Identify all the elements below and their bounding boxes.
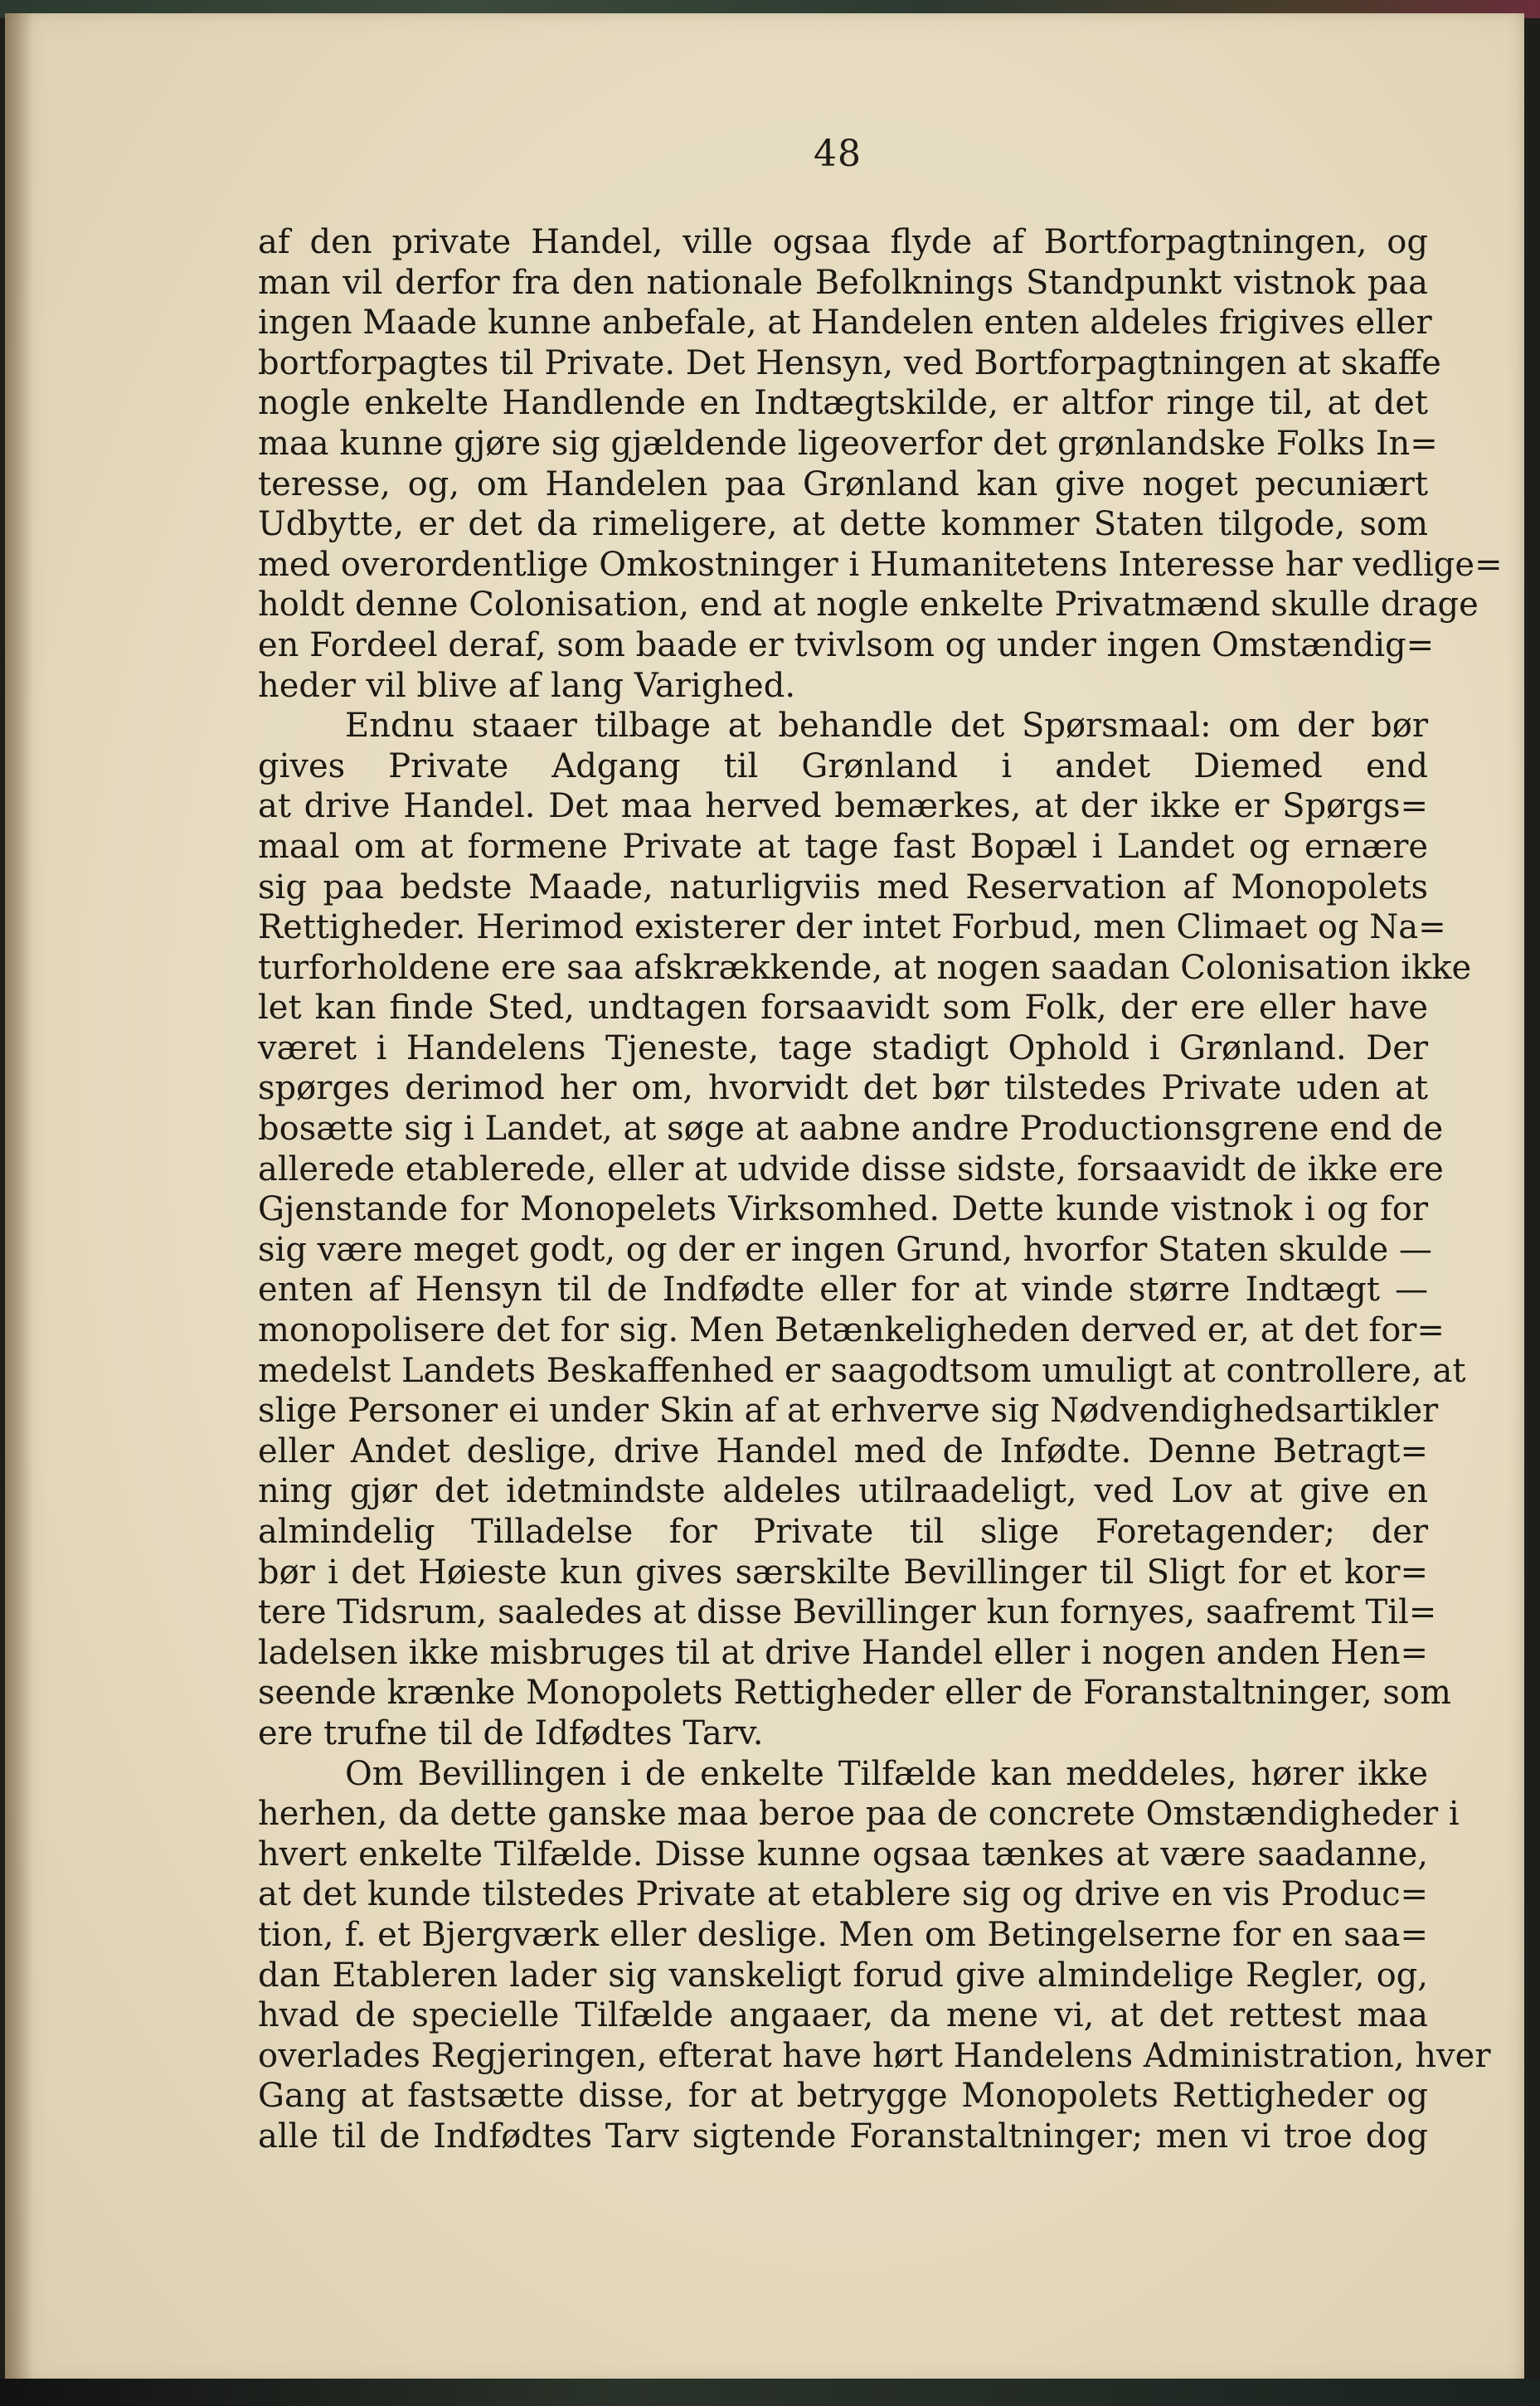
text-line: en Fordeel deraf, som baade er tvivlsom og under ingen Omstændig= <box>258 625 1435 664</box>
text-line: dan Etableren lader sig vanskeligt forud give almindelige Regler, og, <box>258 1956 1428 1995</box>
text-line: tion, f. et Bjergværk eller deslige. Men om Betingelserne for en saa= <box>258 1915 1428 1954</box>
text-line: at drive Handel. Det maa herved bemærkes, at der ikke er Spørgs= <box>258 787 1428 826</box>
text-line: hvad de specielle Tilfælde angaaer, da mene vi, at det rettest maa <box>258 1996 1428 2035</box>
book-cover-edge-bottom <box>0 2379 1540 2406</box>
text-line: sig være meget godt, og der er ingen Grund, hvorfor Staten skulde — <box>258 1230 1432 1269</box>
text-line: Gang at fastsætte disse, for at betrygge Monopolets Rettigheder og <box>258 2077 1428 2116</box>
text-line: hvert enkelte Tilfælde. Disse kunne ogsaa tænkes at være saadanne, <box>258 1835 1428 1874</box>
text-line: ning gjør det idetmindste aldeles utilraadeligt, ved Lov at give en <box>258 1472 1428 1511</box>
paragraph <box>258 222 1503 706</box>
text-line: allerede etablerede, eller at udvide disse sidste, forsaavidt de ikke ere <box>258 1150 1444 1188</box>
text-line: let kan finde Sted, undtagen forsaavidt som Folk, der ere eller have <box>258 989 1428 1028</box>
page-number: 48 <box>814 133 862 175</box>
text-line: alle til de Indfødtes Tarv sigtende Foranstaltninger; men vi troe dog <box>258 2117 1428 2156</box>
text-line: med overordentlige Omkostninger i Humanitetens Interesse har vedlige= <box>258 545 1503 584</box>
text-line: bortforpagtes til Private. Det Hensyn, ved Bortforpagtningen at skaffe <box>258 343 1441 382</box>
text-line: Endnu staaer tilbage at behandle det Spørsmaal: om der bør <box>345 707 1428 746</box>
text-line: Rettigheder. Herimod existerer der intet Forbud, men Climaet og Na= <box>258 908 1446 947</box>
text-line: af den private Handel, ville ogsaa flyde af Bortforpagtningen, og <box>258 223 1428 261</box>
text-line: spørges derimod her om, hvorvidt det bør tilstedes Private uden at <box>258 1069 1428 1108</box>
text-line: Udbytte, er det da rimeligere, at dette kommer Staten tilgode, som <box>258 505 1428 544</box>
text-line: ladelsen ikke misbruges til at drive Handel eller i nogen anden Hen= <box>258 1633 1428 1672</box>
paragraph <box>258 1754 1491 2157</box>
text-line: monopolisere det for sig. Men Betænkeligheden derved er, at det for= <box>258 1311 1445 1350</box>
text-line: ingen Maade kunne anbefale, at Handelen enten aldeles frigives eller <box>258 304 1432 343</box>
text-line: bør i det Høieste kun gives særskilte Bevillinger til Sligt for et kor= <box>258 1553 1428 1592</box>
text-line: tere Tidsrum, saaledes at disse Bevillinger kun fornyes, saafremt Til= <box>258 1593 1437 1632</box>
text-line: seende krænke Monopolets Rettigheder eller de Foranstaltninger, som <box>258 1674 1451 1713</box>
text-line: medelst Landets Beskaffenhed er saagodtsom umuligt at controllere, at <box>258 1351 1466 1390</box>
text-line: overlades Regjeringen, efterat have hørt Handelens Administration, hver <box>258 2036 1491 2075</box>
text-line: bosætte sig i Landet, at søge at aabne andre Productionsgrene end de <box>258 1110 1444 1149</box>
text-line: maal om at formene Private at tage fast Bopæl i Landet og ernære <box>258 827 1428 866</box>
page-gutter-shadow <box>5 13 33 2382</box>
text-line: teresse, og, om Handelen paa Grønland kan give noget pecuniært <box>258 464 1428 503</box>
text-line: almindelig Tilladelse for Private til slige Foretagender; der <box>258 1513 1428 1551</box>
text-line: gives Private Adgang til Grønland i andet Diemed end <box>258 746 1428 785</box>
text-line: sig paa bedste Maade, naturligviis med Reservation af Monopolets <box>258 868 1428 907</box>
text-line: holdt denne Colonisation, end at nogle enkelte Privatmænd skulle drage <box>258 586 1479 625</box>
text-line: maa kunne gjøre sig gjældende ligeoverfor det grønlandske Folks In= <box>258 424 1438 463</box>
text-line: enten af Hensyn til de Indfødte eller for at vinde større Indtægt — <box>258 1271 1428 1310</box>
paragraph <box>258 706 1472 1753</box>
text-line: eller Andet deslige, drive Handel med de Infødte. Denne Betragt= <box>258 1431 1428 1470</box>
text-line: været i Handelens Tjeneste, tage stadigt Ophold i Grønland. Der <box>258 1028 1428 1067</box>
text-line: heder vil blive af lang Varighed. <box>258 666 796 705</box>
text-line: slige Personer ei under Skin af at erhverve sig Nødvendighedsartikler <box>258 1392 1439 1431</box>
text-line: Gjenstande for Monopelets Virksomhed. Dette kunde vistnok i og for <box>258 1190 1428 1229</box>
text-line: ere trufne til de Idfødtes Tarv. <box>258 1713 764 1752</box>
text-line: turforholdene ere saa afskrækkende, at nogen saadan Colonisation ikke <box>258 948 1472 987</box>
text-line: at det kunde tilstedes Private at etablere sig og drive en vis Produc= <box>258 1875 1428 1914</box>
text-line: Om Bevillingen i de enkelte Tilfælde kan meddeles, hører ikke <box>345 1754 1428 1793</box>
text-line: nogle enkelte Handlende en Indtægtskilde, er altfor ringe til, at det <box>258 384 1428 423</box>
body-text <box>258 222 1503 2157</box>
text-line: man vil derfor fra den nationale Befolknings Standpunkt vistnok paa <box>258 263 1428 302</box>
text-line: herhen, da dette ganske maa beroe paa de concrete Omstændigheder i <box>258 1795 1460 1834</box>
